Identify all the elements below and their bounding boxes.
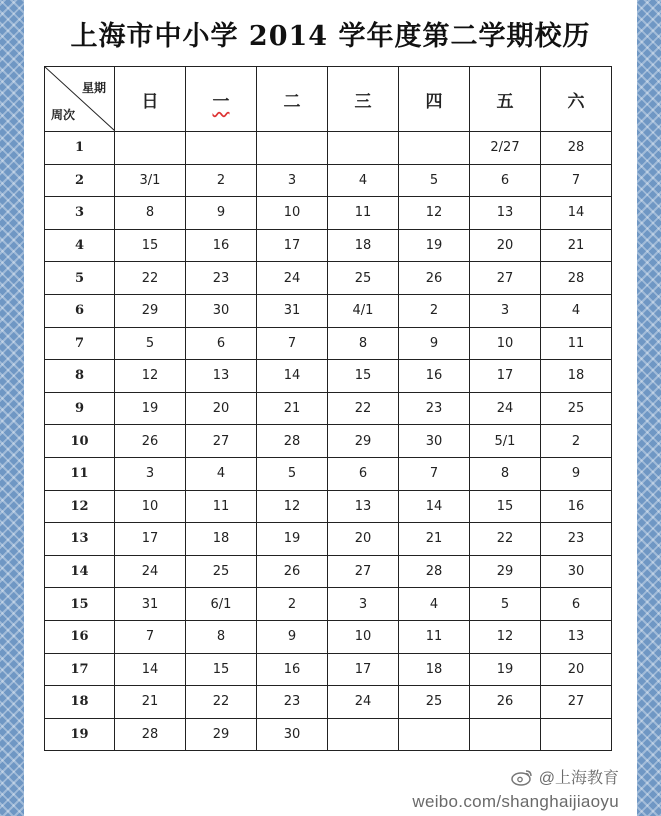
- week-row: [45, 164, 612, 197]
- page-title: 上海市中小学 2014 学年度第二学期校历: [70, 21, 591, 52]
- date-cell: 19: [399, 229, 470, 262]
- day-header-tue: 二: [257, 67, 328, 132]
- date-cell: 22: [186, 686, 257, 719]
- date-cell: 25: [186, 555, 257, 588]
- week-number-cell: 9: [45, 392, 115, 425]
- corner-header-cell: [45, 67, 115, 132]
- date-cell: [186, 132, 257, 165]
- date-cell: 26: [257, 555, 328, 588]
- date-cell: 11: [399, 620, 470, 653]
- week-row: [45, 327, 612, 360]
- date-cell: 18: [399, 653, 470, 686]
- date-cell: 7: [115, 620, 186, 653]
- day-header-sun: 日: [115, 67, 186, 132]
- date-cell: [399, 718, 470, 751]
- date-cell: 20: [186, 392, 257, 425]
- week-row: [45, 197, 612, 230]
- date-cell: 31: [257, 294, 328, 327]
- week-number-cell: 7: [45, 327, 115, 360]
- date-cell: 16: [186, 229, 257, 262]
- date-cell: 8: [115, 197, 186, 230]
- school-calendar-table: [44, 66, 612, 751]
- date-cell: 20: [470, 229, 541, 262]
- date-cell: 8: [328, 327, 399, 360]
- date-cell: 9: [399, 327, 470, 360]
- week-number-cell: 18: [45, 686, 115, 719]
- date-cell: 24: [470, 392, 541, 425]
- week-number-cell: 4: [45, 229, 115, 262]
- date-cell: 13: [328, 490, 399, 523]
- date-cell: 11: [186, 490, 257, 523]
- date-cell: 14: [541, 197, 612, 230]
- day-header-mon-text: 一: [212, 91, 230, 112]
- date-cell: 28: [257, 425, 328, 458]
- date-cell: 20: [541, 653, 612, 686]
- date-cell: 16: [257, 653, 328, 686]
- date-cell: 28: [399, 555, 470, 588]
- date-cell: 23: [257, 686, 328, 719]
- date-cell: 6: [328, 457, 399, 490]
- date-cell: 26: [115, 425, 186, 458]
- date-cell: 12: [115, 360, 186, 393]
- watermark-url: weibo.com/shanghaijiaoyu: [412, 792, 619, 811]
- date-cell: 23: [399, 392, 470, 425]
- date-cell: 27: [541, 686, 612, 719]
- week-row: [45, 718, 612, 751]
- date-cell: 22: [328, 392, 399, 425]
- week-row: [45, 653, 612, 686]
- day-header-sat: 六: [541, 67, 612, 132]
- watermark-handle-row: [412, 765, 619, 788]
- date-cell: 19: [470, 653, 541, 686]
- week-row: [45, 686, 612, 719]
- date-cell: 5/1: [470, 425, 541, 458]
- date-cell: 4/1: [328, 294, 399, 327]
- date-cell: 18: [186, 523, 257, 556]
- date-cell: 3/1: [115, 164, 186, 197]
- week-row: [45, 229, 612, 262]
- week-number-cell: 13: [45, 523, 115, 556]
- week-number-cell: 17: [45, 653, 115, 686]
- date-cell: 16: [399, 360, 470, 393]
- date-cell: 4: [399, 588, 470, 621]
- date-cell: [328, 718, 399, 751]
- day-header-mon: [186, 67, 257, 132]
- date-cell: 21: [399, 523, 470, 556]
- date-cell: [257, 132, 328, 165]
- date-cell: 26: [470, 686, 541, 719]
- date-cell: 26: [399, 262, 470, 295]
- week-row: [45, 262, 612, 295]
- week-row: [45, 132, 612, 165]
- date-cell: 27: [328, 555, 399, 588]
- week-row: [45, 588, 612, 621]
- date-cell: [115, 132, 186, 165]
- date-cell: 14: [257, 360, 328, 393]
- date-cell: 7: [257, 327, 328, 360]
- date-cell: 3: [470, 294, 541, 327]
- date-cell: 15: [115, 229, 186, 262]
- calendar-body: [45, 132, 612, 751]
- date-cell: 8: [186, 620, 257, 653]
- date-cell: 2: [541, 425, 612, 458]
- date-cell: 11: [328, 197, 399, 230]
- date-cell: 24: [328, 686, 399, 719]
- date-cell: 31: [115, 588, 186, 621]
- week-number-cell: 12: [45, 490, 115, 523]
- date-cell: 25: [328, 262, 399, 295]
- date-cell: 5: [470, 588, 541, 621]
- date-cell: 20: [328, 523, 399, 556]
- watermark-handle: @上海教育: [538, 770, 619, 787]
- date-cell: 18: [541, 360, 612, 393]
- date-cell: 6: [470, 164, 541, 197]
- date-cell: 9: [186, 197, 257, 230]
- date-cell: 27: [186, 425, 257, 458]
- date-cell: 2: [257, 588, 328, 621]
- date-cell: 13: [470, 197, 541, 230]
- week-number-cell: 8: [45, 360, 115, 393]
- week-row: [45, 523, 612, 556]
- date-cell: 21: [115, 686, 186, 719]
- date-cell: 15: [328, 360, 399, 393]
- week-number-cell: 3: [45, 197, 115, 230]
- date-cell: 29: [470, 555, 541, 588]
- date-cell: 28: [541, 132, 612, 165]
- date-cell: 5: [257, 457, 328, 490]
- header-row: [45, 67, 612, 132]
- date-cell: 3: [115, 457, 186, 490]
- date-cell: 14: [399, 490, 470, 523]
- date-cell: 27: [470, 262, 541, 295]
- week-number-cell: 1: [45, 132, 115, 165]
- date-cell: 29: [186, 718, 257, 751]
- date-cell: 17: [470, 360, 541, 393]
- week-row: [45, 392, 612, 425]
- date-cell: 12: [257, 490, 328, 523]
- date-cell: 12: [399, 197, 470, 230]
- date-cell: 10: [470, 327, 541, 360]
- date-cell: 6/1: [186, 588, 257, 621]
- date-cell: 24: [257, 262, 328, 295]
- date-cell: 7: [399, 457, 470, 490]
- date-cell: 25: [541, 392, 612, 425]
- date-cell: 2/27: [470, 132, 541, 165]
- week-row: [45, 360, 612, 393]
- date-cell: 25: [399, 686, 470, 719]
- calendar-page: [24, 0, 637, 816]
- date-cell: 13: [186, 360, 257, 393]
- date-cell: 3: [257, 164, 328, 197]
- date-cell: 10: [257, 197, 328, 230]
- date-cell: [470, 718, 541, 751]
- week-row: [45, 294, 612, 327]
- date-cell: 17: [328, 653, 399, 686]
- date-cell: 3: [328, 588, 399, 621]
- date-cell: 14: [115, 653, 186, 686]
- date-cell: 9: [257, 620, 328, 653]
- week-number-cell: 6: [45, 294, 115, 327]
- week-number-cell: 14: [45, 555, 115, 588]
- date-cell: 22: [115, 262, 186, 295]
- date-cell: [328, 132, 399, 165]
- date-cell: [541, 718, 612, 751]
- week-number-cell: 2: [45, 164, 115, 197]
- date-cell: 28: [115, 718, 186, 751]
- date-cell: 7: [541, 164, 612, 197]
- week-number-cell: 10: [45, 425, 115, 458]
- date-cell: 12: [470, 620, 541, 653]
- day-header-fri: 五: [470, 67, 541, 132]
- date-cell: 5: [115, 327, 186, 360]
- date-cell: 2: [186, 164, 257, 197]
- date-cell: 21: [257, 392, 328, 425]
- date-cell: 9: [541, 457, 612, 490]
- date-cell: 11: [541, 327, 612, 360]
- weekday-axis-label: 星期: [81, 81, 106, 95]
- date-cell: 4: [186, 457, 257, 490]
- day-header-wed: 三: [328, 67, 399, 132]
- date-cell: 19: [115, 392, 186, 425]
- date-cell: 15: [470, 490, 541, 523]
- date-cell: 17: [115, 523, 186, 556]
- date-cell: 15: [186, 653, 257, 686]
- date-cell: 30: [257, 718, 328, 751]
- date-cell: 19: [257, 523, 328, 556]
- week-row: [45, 555, 612, 588]
- date-cell: 22: [470, 523, 541, 556]
- date-cell: 17: [257, 229, 328, 262]
- date-cell: 28: [541, 262, 612, 295]
- date-cell: 21: [541, 229, 612, 262]
- date-cell: 29: [328, 425, 399, 458]
- date-cell: 30: [399, 425, 470, 458]
- weibo-watermark: [412, 765, 619, 812]
- date-cell: 8: [470, 457, 541, 490]
- week-row: [45, 457, 612, 490]
- date-cell: 16: [541, 490, 612, 523]
- week-number-cell: 15: [45, 588, 115, 621]
- week-number-cell: 5: [45, 262, 115, 295]
- week-number-cell: 19: [45, 718, 115, 751]
- date-cell: [399, 132, 470, 165]
- weibo-icon: [511, 768, 533, 786]
- week-number-axis-label: 周次: [51, 108, 76, 122]
- date-cell: 4: [328, 164, 399, 197]
- date-cell: 2: [399, 294, 470, 327]
- date-cell: 10: [115, 490, 186, 523]
- date-cell: 6: [541, 588, 612, 621]
- date-cell: 24: [115, 555, 186, 588]
- date-cell: 5: [399, 164, 470, 197]
- date-cell: 29: [115, 294, 186, 327]
- date-cell: 23: [186, 262, 257, 295]
- date-cell: 13: [541, 620, 612, 653]
- date-cell: 30: [186, 294, 257, 327]
- week-number-cell: 11: [45, 457, 115, 490]
- date-cell: 30: [541, 555, 612, 588]
- date-cell: 10: [328, 620, 399, 653]
- day-header-thu: 四: [399, 67, 470, 132]
- date-cell: 18: [328, 229, 399, 262]
- week-row: [45, 425, 612, 458]
- date-cell: 6: [186, 327, 257, 360]
- week-number-cell: 16: [45, 620, 115, 653]
- date-cell: 23: [541, 523, 612, 556]
- week-row: [45, 620, 612, 653]
- date-cell: 4: [541, 294, 612, 327]
- week-row: [45, 490, 612, 523]
